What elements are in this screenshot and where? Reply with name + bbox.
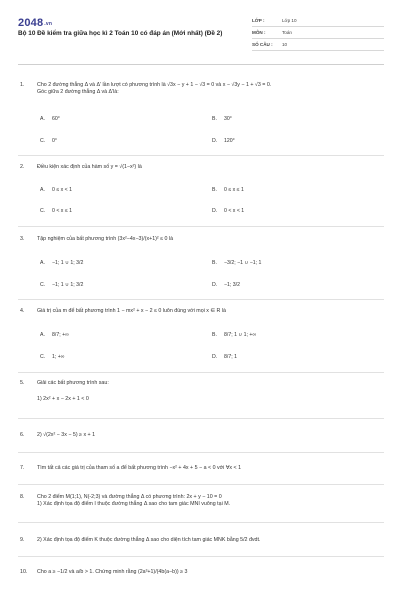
option-text: 1; +∞ <box>52 354 65 360</box>
option-label: B. <box>212 116 217 122</box>
option-text: 0 ≤ x < 1 <box>52 187 73 193</box>
option-label: C. <box>40 208 46 214</box>
option-text: −1; 1 ∪ 1; 3/2 <box>52 282 84 288</box>
option-c[interactable] <box>40 138 57 144</box>
question-divider <box>18 522 384 523</box>
option-b[interactable] <box>212 116 232 122</box>
question-divider <box>18 226 384 227</box>
option-b[interactable] <box>212 332 256 338</box>
question-number: 5. <box>20 380 25 386</box>
question-text <box>37 432 382 439</box>
option-d[interactable] <box>212 138 235 144</box>
option-b[interactable] <box>212 187 244 193</box>
question-text <box>37 82 382 97</box>
option-text: 120° <box>224 138 235 144</box>
option-c[interactable] <box>40 208 72 214</box>
question-line: Giá trị của m để bất phương trình 1 − mx² + x − 2 ≤ 0 luôn đúng với mọi x ∈ R là <box>37 308 226 314</box>
question-number: 7. <box>20 465 25 471</box>
logo-suffix: .vn <box>44 21 53 27</box>
question-text <box>37 494 382 509</box>
logo-text: 2048 <box>18 17 44 29</box>
question-text <box>37 569 382 576</box>
question-divider <box>18 484 384 485</box>
option-text: −1; 1 ∪ 1; 3/2 <box>52 260 84 266</box>
option-text: 60° <box>52 116 60 122</box>
option-label: A. <box>40 332 45 338</box>
option-label: B. <box>212 332 217 338</box>
option-label: D. <box>212 282 218 288</box>
question-number: 2. <box>20 164 25 170</box>
question-line: Điều kiện xác định của hàm số y = √(1−x²) là <box>37 164 142 170</box>
question-line: Tìm tất cả các giá trị của tham số a để bất phương trình −x² + 4x + 5 − a < 0 với ∀x < 1 <box>37 465 242 471</box>
meta-table <box>252 15 384 51</box>
option-label: D. <box>212 354 218 360</box>
option-a[interactable] <box>40 187 72 193</box>
question-number: 3. <box>20 236 25 242</box>
question-number: 4. <box>20 308 25 314</box>
question-divider <box>18 452 384 453</box>
question-number: 6. <box>20 432 25 438</box>
option-d[interactable] <box>212 208 244 214</box>
question-line: Cho 2 điểm M(1;1), N(-2;3) và đường thẳng Δ có phương trình: 2x + y − 10 = 0 <box>37 494 222 500</box>
question-text <box>37 236 382 243</box>
option-a[interactable] <box>40 116 60 122</box>
meta-value: Toán <box>282 30 292 35</box>
question-line: 1) Xác định tọa độ điểm I thuộc đường thẳng Δ sao cho tam giác MNI vuông tại M. <box>37 501 231 508</box>
meta-value: Lớp 10 <box>282 18 297 23</box>
option-text: 0 < x ≤ 1 <box>52 208 73 214</box>
option-a[interactable] <box>40 332 69 338</box>
option-label: A. <box>40 116 45 122</box>
site-logo[interactable] <box>18 17 52 29</box>
option-label: C. <box>40 138 46 144</box>
option-text: −3/2; −1 ∪ −1; 1 <box>224 260 262 266</box>
meta-row-subject <box>252 27 384 39</box>
meta-key: MÔN : <box>252 30 266 35</box>
option-text: 0 < x < 1 <box>224 208 245 214</box>
question-number: 1. <box>20 82 25 88</box>
question-number: 10. <box>20 569 28 575</box>
option-c[interactable] <box>40 282 83 288</box>
question-divider <box>18 556 384 557</box>
option-label: B. <box>212 260 217 266</box>
option-d[interactable] <box>212 354 237 360</box>
option-text: −1; 3/2 <box>224 282 241 288</box>
question-divider <box>18 299 384 300</box>
option-text: 8/7; +∞ <box>52 332 69 338</box>
option-label: B. <box>212 187 217 193</box>
meta-value: 10 <box>282 42 288 47</box>
question-line: 1) 2x² + x − 2x + 1 < 0 <box>37 396 89 403</box>
option-text: 8/7; 1 ∪ 1; +∞ <box>224 332 257 338</box>
question-text <box>37 380 382 404</box>
meta-key: SỐ CÂU : <box>252 42 273 47</box>
question-line: Tập nghiệm của bất phương trình (3x²−4x−3)/(x+1)² ≤ 0 là <box>37 236 174 242</box>
header-divider <box>18 64 384 65</box>
option-text: 0 ≤ x ≤ 1 <box>224 187 244 193</box>
option-d[interactable] <box>212 282 240 288</box>
question-text <box>37 164 382 171</box>
question-text <box>37 308 382 315</box>
question-text <box>37 537 382 544</box>
question-divider <box>18 155 384 156</box>
question-line: Giải các bất phương trình sau: <box>37 380 109 386</box>
question-line: 2) √(2x² − 3x − 5) ≥ x + 1 <box>37 432 96 438</box>
question-line: Góc giữa 2 đường thẳng Δ và Δ'là: <box>37 89 119 96</box>
question-divider <box>18 372 384 373</box>
option-label: D. <box>212 208 218 214</box>
question-text <box>37 465 382 472</box>
option-b[interactable] <box>212 260 261 266</box>
option-text: 8/7; 1 <box>224 354 237 360</box>
question-divider <box>18 418 384 419</box>
option-text: 0° <box>52 138 57 144</box>
question-line: 2) Xác định tọa độ điểm K thuộc đường thẳng Δ sao cho diện tích tam giác MNK bằng 5/2 đvdt. <box>37 537 261 543</box>
meta-key: LỚP : <box>252 18 265 23</box>
option-text: 30° <box>224 116 232 122</box>
option-label: D. <box>212 138 218 144</box>
option-c[interactable] <box>40 354 65 360</box>
option-label: A. <box>40 187 45 193</box>
question-number: 8. <box>20 494 25 500</box>
meta-row-count <box>252 39 384 51</box>
document-title: Bộ 10 Đề kiểm tra giữa học kì 2 Toán 10 có đáp án (Mới nhất) (Đề 2) <box>18 30 223 37</box>
question-line: Cho 2 đường thẳng Δ và Δ' lần lượt có phương trình là √3x − y + 1 − √3 = 0 và x − √3y − 1 + √3 = 0. <box>37 82 272 88</box>
option-label: C. <box>40 282 46 288</box>
meta-row-class <box>252 15 384 27</box>
option-label: C. <box>40 354 46 360</box>
question-line: Cho a ≥ −1/2 và a/b > 1. Chứng minh rằng (2a³+1)/(4b(a−b)) ≥ 3 <box>37 569 188 575</box>
option-label: A. <box>40 260 45 266</box>
question-number: 9. <box>20 537 25 543</box>
option-a[interactable] <box>40 260 83 266</box>
